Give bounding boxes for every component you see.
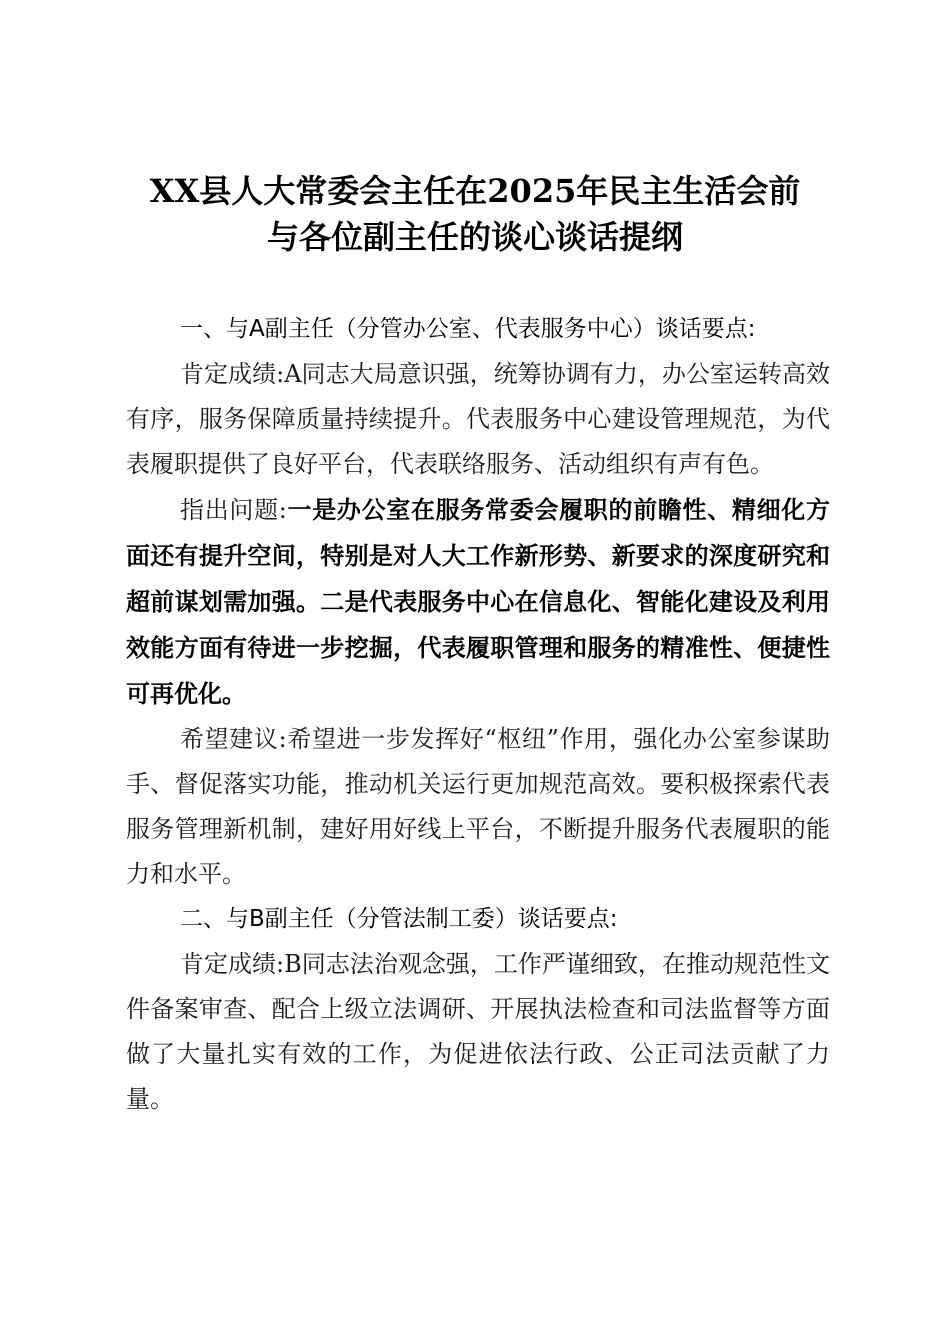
section-1-problems [126,487,830,717]
suggestions-text: 希望进一步发挥好“枢纽”作用，强化办公室参谋助手、督促落实功能，推动机关运行更加规范高效。要积极探索代表服务管理新机制，建好用好线上平台，不断提升服务代表履职的能力和水平。 [126,725,830,888]
problems-text: 一是办公室在服务常委会履职的前瞻性、精细化方面还有提升空间，特别是对人大工作新形势、新要求的深度研究和超前谋划需加强。二是代表服务中心在信息化、智能化建设及利用效能方面有待进一步挖掘，代表履职管理和服务的精准性、便捷性可再优化。 [126,495,830,708]
section-1-achievements [126,352,830,487]
achievements-label: 肯定成绩: [180,950,285,978]
suggestions-label: 希望建议: [180,725,287,753]
achievements-text: A同志大局意识强，统筹协调有力，办公室运转高效有序，服务保障质量持续提升。代表服务中心建设管理规范，为代表履职提供了良好平台，代表联络服务、活动组织有声有色。 [126,360,830,478]
problems-label: 指出问题: [180,496,287,524]
title-line-1: XX县人大常委会主任在2025年民主生活会前 [149,172,801,210]
section-1-suggestions [126,717,830,897]
section-2-heading: 二、与B副主任（分管法制工委）谈话要点: [180,906,618,932]
section-2-achievements [126,942,830,1122]
document-body [126,307,830,1122]
achievements-text: B同志法治观念强，工作严谨细致，在推动规范性文件备案审查、配合上级立法调研、开展执法检查和司法监督等方面做了大量扎实有效的工作，为促进依法行政、公正司法贡献了力量。 [126,950,831,1113]
document-title [60,168,890,260]
section-1-heading: 一、与A副主任（分管办公室、代表服务中心）谈话要点: [180,316,756,342]
achievements-label: 肯定成绩: [180,360,285,388]
title-line-2: 与各位副主任的谈心谈话提纲 [266,218,683,256]
